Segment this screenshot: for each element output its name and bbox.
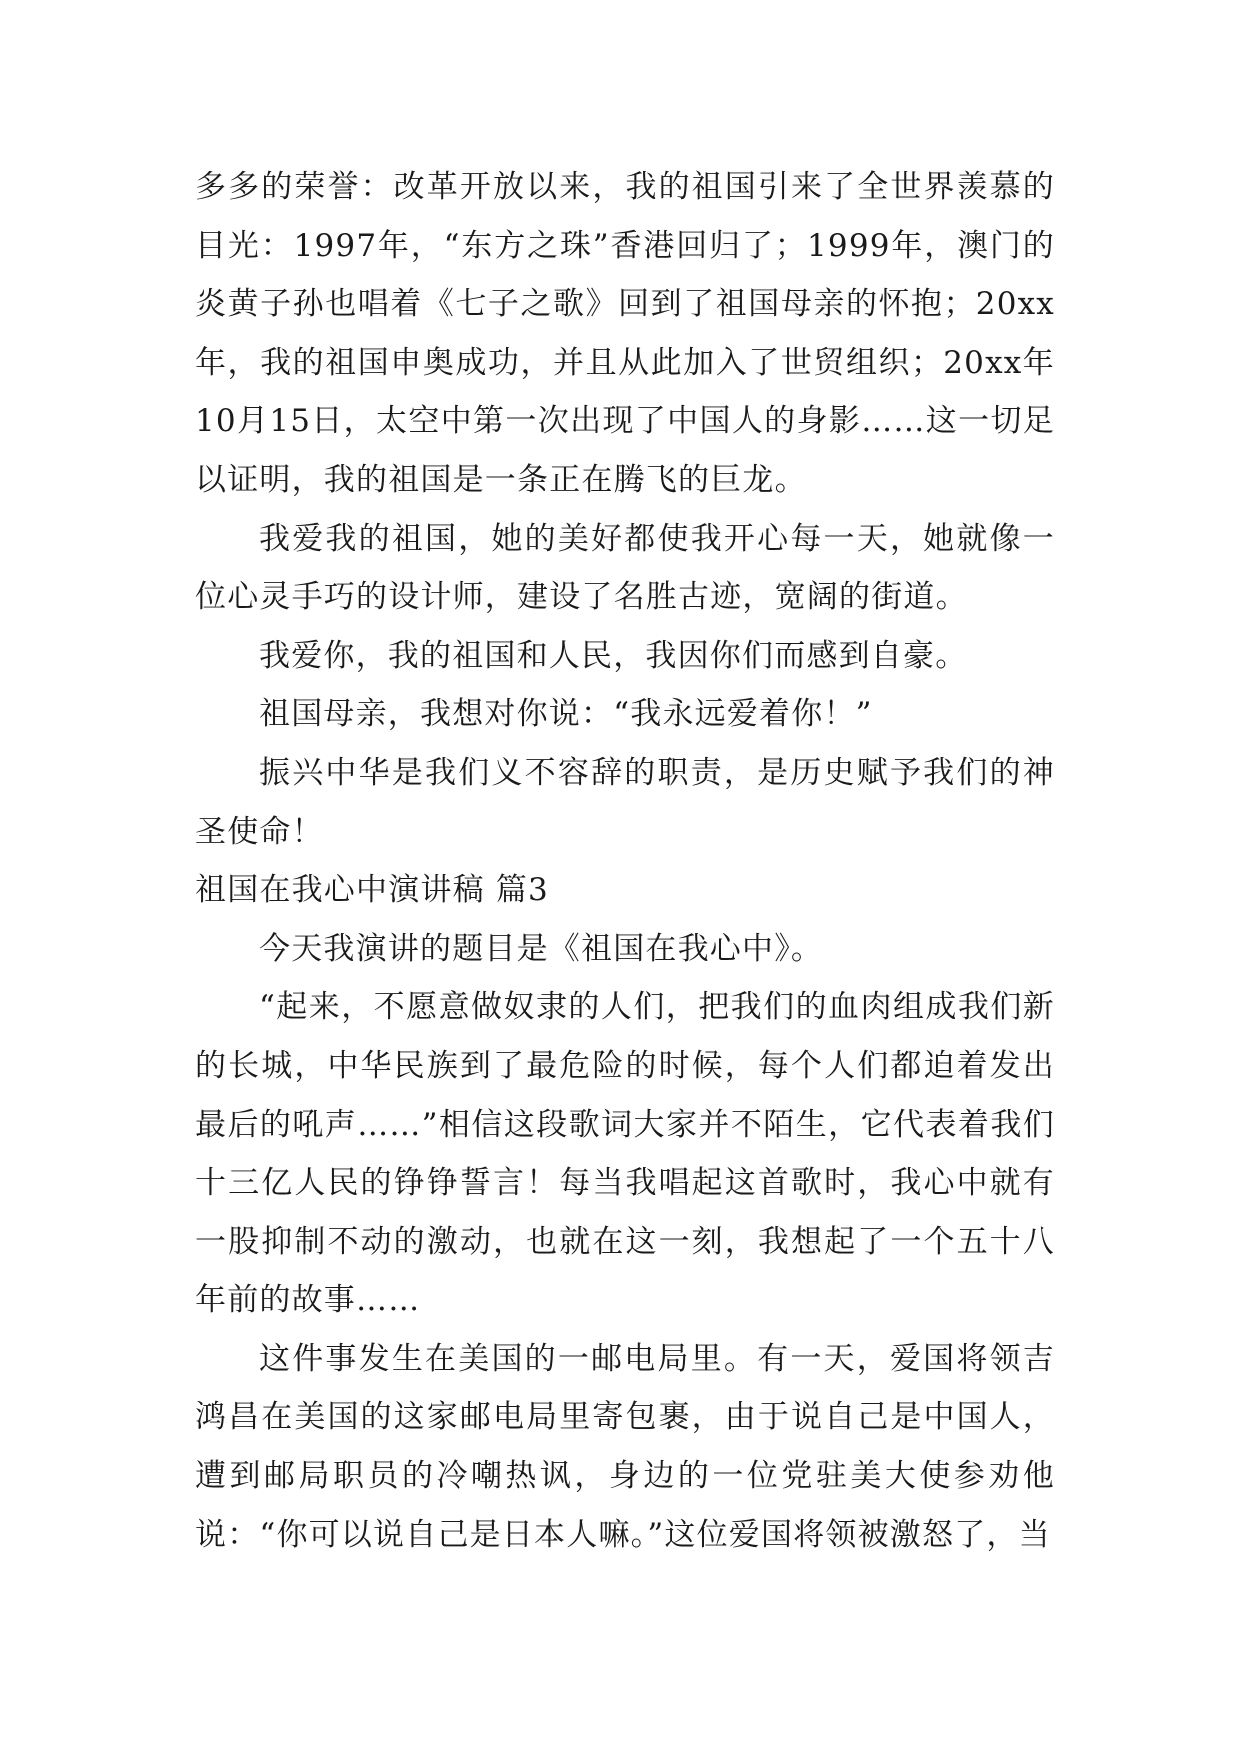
- paragraph: 多多的荣誉：改革开放以来，我的祖国引来了全世界羡慕的目光：1997年，“东方之珠”香港回归了；1999年，澳门的炎黄子孙也唱着《七子之歌》回到了祖国母亲的怀抱；20xx年，我的祖国申奥成功，并且从此加入了世贸组织；20xx年10月15日，太空中第一次出现了中国人的身影……这一切足以证明，我的祖国是一条正在腾飞的巨龙。: [195, 169, 1055, 498]
- section-heading: 祖国在我心中演讲稿 篇3: [195, 872, 549, 909]
- paragraph: 这件事发生在美国的一邮电局里。有一天，爱国将领吉鸿昌在美国的这家邮电局里寄包裹，由于说自己是中国人，遭到邮局职员的冷嘲热讽，身边的一位党驻美大使参劝他说：“你可以说自己是日本人嘛。”这位爱国将领被激怒了，当: [195, 1340, 1055, 1553]
- paragraph: 我爱你，我的祖国和人民，我因你们而感到自豪。: [259, 637, 968, 674]
- paragraph: 我爱我的祖国，她的美好都使我开心每一天，她就像一位心灵手巧的设计师，建设了名胜古迹，宽阔的街道。: [195, 520, 1055, 616]
- paragraph: “起来，不愿意做奴隶的人们，把我们的血肉组成我们新的长城，中华民族到了最危险的时候，每个人们都迫着发出最后的吼声……”相信这段歌词大家并不陌生，它代表着我们十三亿人民的铮铮誓言！每当我唱起这首歌时，我心中就有一股抑制不动的激动，也就在这一刻，我想起了一个五十八年前的故事……: [195, 989, 1055, 1319]
- paragraph: 祖国母亲，我想对你说：“我永远爱着你！”: [259, 696, 873, 733]
- paragraph: 今天我演讲的题目是《祖国在我心中》。: [259, 930, 824, 967]
- paragraph: 振兴中华是我们义不容辞的职责，是历史赋予我们的神圣使命！: [195, 754, 1055, 850]
- document-body: [195, 158, 1055, 1564]
